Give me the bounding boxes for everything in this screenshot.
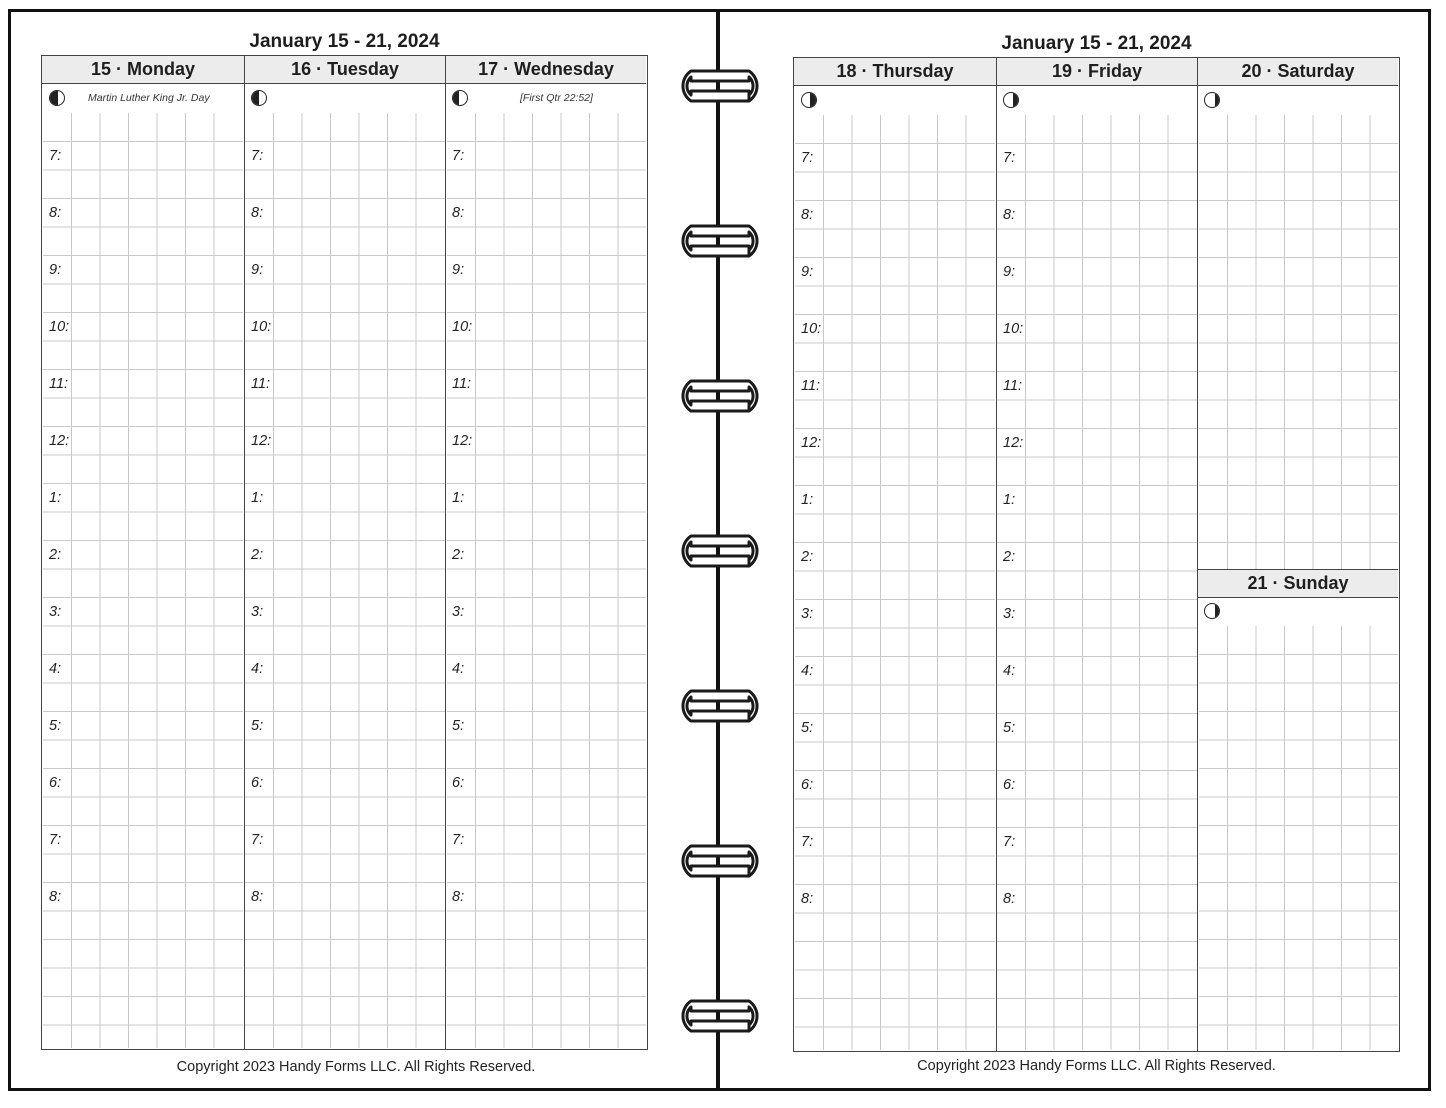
hour-label: 8: [1003,207,1016,223]
left-copyright: Copyright 2023 Handy Forms LLC. All Rights Reserved. [176,1059,536,1075]
hour-label: 11: [452,376,472,392]
hour-label: 4: [452,661,465,677]
hour-label: 9: [452,262,465,278]
hour-label: 4: [1003,663,1016,679]
hour-label: 6: [49,775,62,791]
hour-label: 9: [49,262,62,278]
moon-phase-icon [1003,92,1019,108]
hour-label: 10: [452,319,473,335]
hour-label: 11: [49,376,69,392]
hour-label: 8: [452,889,465,905]
moon-phase-icon [1204,603,1220,619]
moon-phase-icon [251,90,267,106]
hour-label: 8: [49,205,62,221]
hour-label: 7: [49,832,62,848]
moon-phase-icon [452,90,468,106]
hour-label: 11: [1003,378,1023,394]
hour-label: 6: [452,775,465,791]
grid-monday [43,113,243,1048]
hour-label: 4: [251,661,264,677]
hour-label: 2: [1003,549,1016,565]
hour-label: 12: [801,435,822,451]
hour-label: 9: [801,264,814,280]
hour-label: 3: [801,606,814,622]
hour-label: 7: [1003,834,1016,850]
holiday-note: Martin Luther King Jr. Day [88,92,210,104]
day-header-tuesday: 16 · Tuesday [245,56,445,84]
hour-label: 7: [801,150,814,166]
hour-label: 10: [1003,321,1024,337]
left-week-title: January 15 - 21, 2024 [249,31,440,52]
hour-label: 2: [452,547,465,563]
binder-ring-icon [667,375,773,417]
hour-label: 11: [801,378,821,394]
hour-label: 2: [251,547,264,563]
hour-label: 8: [1003,891,1016,907]
hour-label: 6: [251,775,264,791]
moon-phase-icon [1204,92,1220,108]
hour-label: 11: [251,376,271,392]
hour-label: 8: [251,205,264,221]
hour-label: 5: [801,720,814,736]
hour-label: 4: [49,661,62,677]
grid-friday [997,115,1197,1050]
binder-ring-icon [667,995,773,1037]
hour-label: 6: [1003,777,1016,793]
right-day-table [793,57,1400,1052]
binder-ring-icon [667,530,773,572]
hour-label: 1: [251,490,264,506]
day-header-friday: 19 · Friday [997,58,1197,86]
hour-label: 10: [251,319,272,335]
grid-wednesday [447,113,646,1048]
moon-phase-icon [49,90,65,106]
hour-label: 3: [251,604,264,620]
hour-label: 1: [1003,492,1016,508]
right-copyright: Copyright 2023 Handy Forms LLC. All Rights Reserved. [917,1058,1276,1074]
hour-label: 1: [801,492,814,508]
hour-label: 1: [452,490,465,506]
hour-label: 2: [49,547,62,563]
hour-label: 12: [1003,435,1024,451]
grid-saturday [1199,115,1398,569]
binder-ring-icon [667,685,773,727]
hour-label: 10: [801,321,822,337]
hour-label: 9: [251,262,264,278]
hour-label: 12: [251,433,272,449]
hour-label: 7: [452,832,465,848]
hour-label: 7: [251,832,264,848]
hour-label: 6: [801,777,814,793]
hour-label: 8: [801,891,814,907]
right-week-title: January 15 - 21, 2024 [1001,33,1192,54]
hour-label: 3: [49,604,62,620]
hour-label: 7: [801,834,814,850]
hour-label: 3: [452,604,465,620]
grid-thursday [795,115,995,1050]
hour-label: 1: [49,490,62,506]
hour-label: 5: [49,718,62,734]
day-header-thursday: 18 · Thursday [794,58,996,86]
day-header-wednesday: 17 · Wednesday [446,56,646,84]
right-divider-2 [1197,58,1198,1051]
hour-label: 7: [452,148,465,164]
hour-label: 9: [1003,264,1016,280]
left-divider-2 [445,56,446,1049]
hour-label: 12: [452,433,473,449]
hour-label: 5: [452,718,465,734]
moon-phase-note: [First Qtr 22:52] [520,92,593,104]
binder-ring-icon [667,840,773,882]
moon-phase-icon [801,92,817,108]
hour-label: 8: [452,205,465,221]
hour-label: 8: [801,207,814,223]
hour-label: 2: [801,549,814,565]
binder-ring-icon [667,220,773,262]
hour-label: 5: [1003,720,1016,736]
hour-label: 10: [49,319,70,335]
hour-label: 8: [251,889,264,905]
grid-tuesday [245,113,445,1048]
hour-label: 7: [1003,150,1016,166]
left-day-table [41,55,648,1050]
hour-label: 7: [251,148,264,164]
hour-label: 4: [801,663,814,679]
binder-ring-icon [667,65,773,107]
day-header-saturday: 20 · Saturday [1198,58,1398,86]
hour-label: 8: [49,889,62,905]
hour-label: 5: [251,718,264,734]
grid-sunday [1199,626,1398,1050]
hour-label: 7: [49,148,62,164]
hour-label: 12: [49,433,70,449]
day-header-monday: 15 · Monday [42,56,244,84]
day-header-sunday: 21 · Sunday [1198,569,1398,598]
hour-label: 3: [1003,606,1016,622]
